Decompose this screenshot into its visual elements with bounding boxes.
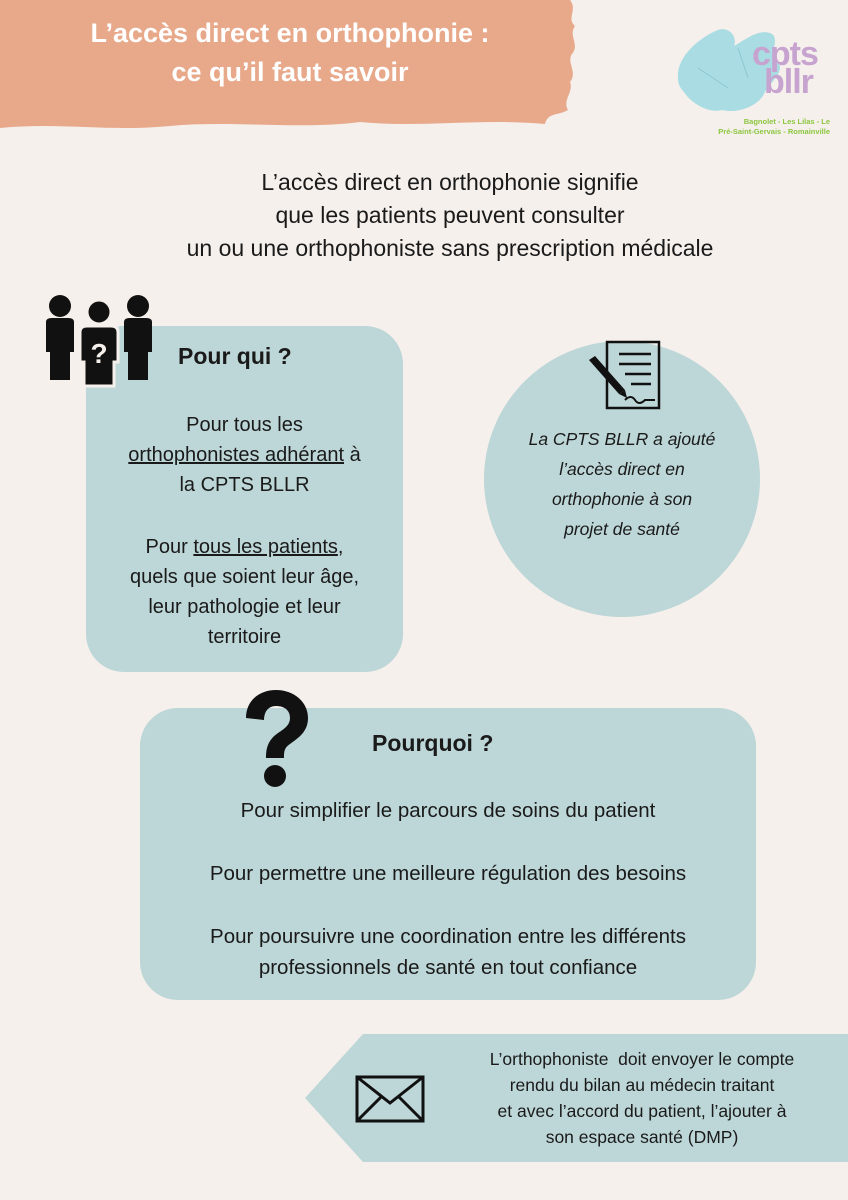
people-question-icon bbox=[42, 292, 158, 388]
reason-2: Pour permettre une meilleure régulation des besoins bbox=[209, 862, 687, 885]
pourquoi-heading: Pourquoi ? bbox=[372, 730, 494, 756]
envelope-icon bbox=[355, 1075, 425, 1123]
tous-les-patients-underlined: tous les patients bbox=[193, 536, 338, 558]
svg-text:?: ? bbox=[90, 338, 108, 369]
note-text: L’orthophoniste doit envoyer le compte rendu du bilan au médecin traitant et avec l’accord du patient, l’ajouter à son espace santé (DMP) bbox=[489, 1049, 795, 1147]
question-mark-icon bbox=[238, 688, 314, 788]
pour-qui-text: Pour tous les orthophonistes adhérant à la CPTS BLLR Pour tous les patients, quels que soient leur âge, leur pathologie et leur territoire bbox=[128, 414, 361, 648]
page-title: L’accès direct en orthophonie : ce qu’il faut savoir bbox=[90, 18, 490, 87]
orthophonistes-adherant-underlined: orthophonistes adhérant bbox=[128, 444, 345, 466]
reason-1: Pour simplifier le parcours de soins du patient bbox=[240, 799, 656, 822]
projet-text: La CPTS BLLR a ajouté l’accès direct en orthophonie à son projet de santé bbox=[528, 429, 716, 539]
document-pen-icon bbox=[585, 338, 665, 412]
pour-qui-heading: Pour qui ? bbox=[178, 343, 292, 369]
intro-text: L’accès direct en orthophonie signifie que les patients peuvent consulter un ou une orthophoniste sans prescription médicale bbox=[186, 169, 714, 261]
logo-name: cpts bllr bbox=[752, 35, 818, 101]
pourquoi-text bbox=[140, 795, 756, 1015]
logo-subtitle: Bagnolet - Les Lilas - Le Pré-Saint-Gervais - Romainville bbox=[718, 117, 830, 136]
reason-3: Pour poursuivre une coordination entre les différents professionnels de santé en tout confiance bbox=[210, 925, 686, 979]
